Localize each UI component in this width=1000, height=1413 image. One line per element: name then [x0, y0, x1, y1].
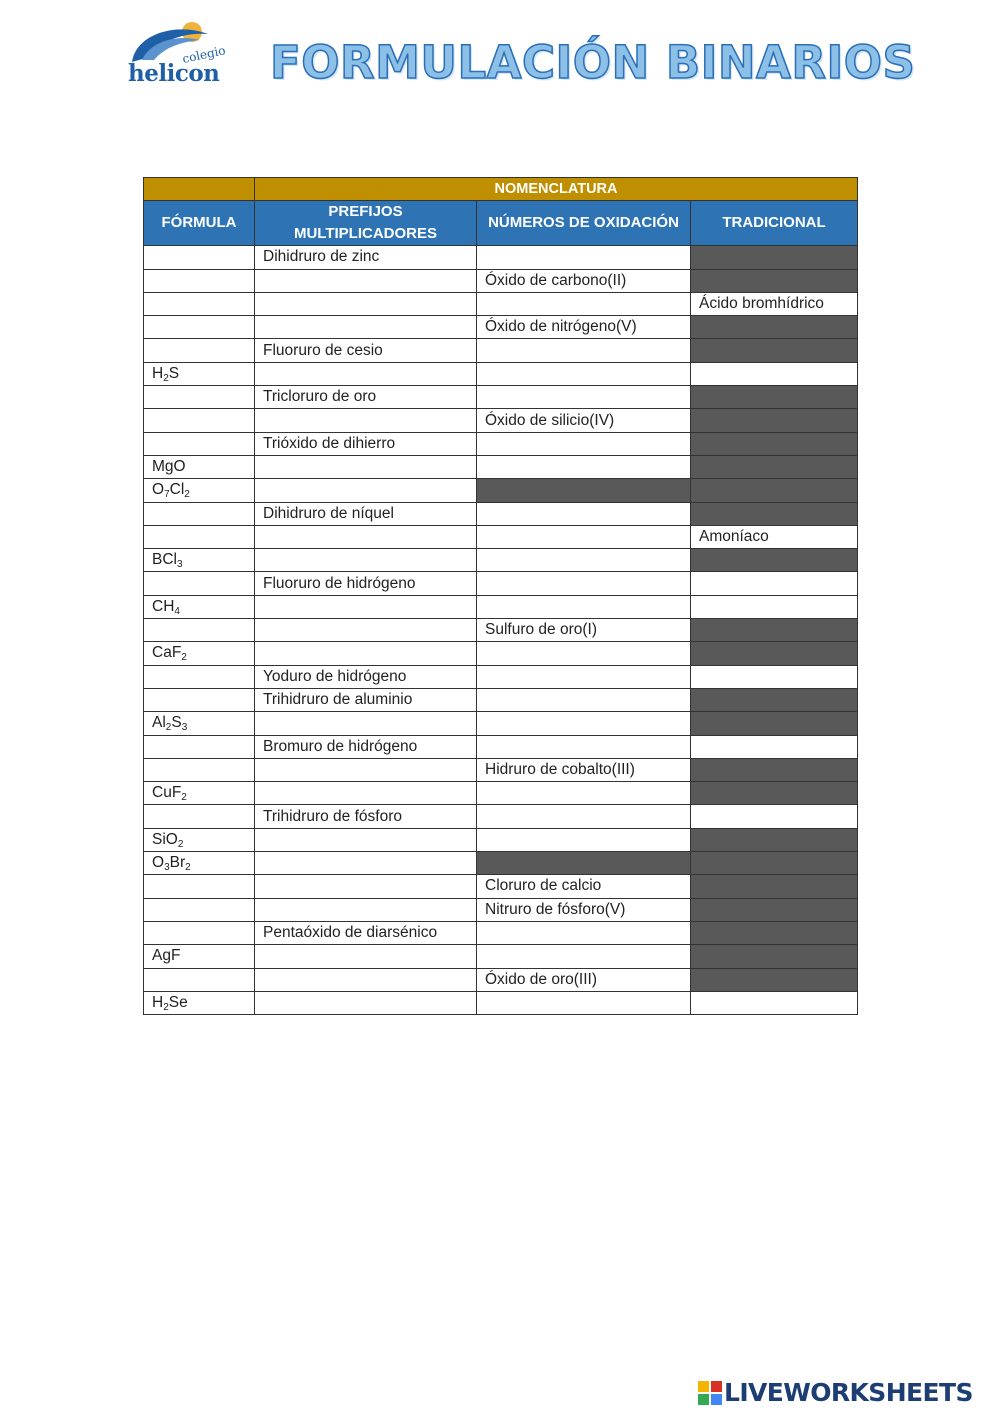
table-row	[144, 409, 858, 432]
table-row	[144, 852, 858, 875]
cell-prefijos[interactable]	[255, 945, 477, 968]
cell-oxidacion: Cloruro de calcio	[477, 875, 691, 898]
cell-tradicional[interactable]	[691, 572, 858, 595]
formula-symbol: O	[152, 854, 165, 872]
cell-formula[interactable]	[144, 665, 255, 688]
table-row	[144, 455, 858, 478]
cell-tradicional[interactable]	[691, 991, 858, 1014]
cell-tradicional	[691, 339, 858, 362]
cell-tradicional	[691, 945, 858, 968]
cell-oxidacion[interactable]	[477, 665, 691, 688]
formula-subscript: 4	[174, 605, 180, 617]
table-row	[144, 595, 858, 618]
cell-formula[interactable]	[144, 386, 255, 409]
cell-formula	[144, 782, 255, 805]
formula-symbol: O	[152, 481, 165, 499]
cell-oxidacion[interactable]	[477, 339, 691, 362]
cell-formula	[144, 991, 255, 1014]
formula-symbol: H	[152, 993, 164, 1011]
cell-oxidacion[interactable]	[477, 782, 691, 805]
cell-oxidacion[interactable]	[477, 712, 691, 735]
cell-oxidacion[interactable]	[477, 642, 691, 665]
table-row	[144, 875, 858, 898]
cell-prefijos[interactable]	[255, 782, 477, 805]
cell-prefijos: Bromuro de hidrógeno	[255, 735, 477, 758]
cell-oxidacion[interactable]	[477, 549, 691, 572]
formula-subscript: 3	[164, 862, 170, 874]
cell-prefijos: Trióxido de dihierro	[255, 432, 477, 455]
table-row	[144, 246, 858, 269]
cell-formula	[144, 455, 255, 478]
cell-oxidacion[interactable]	[477, 945, 691, 968]
formula-symbol: CaF	[152, 644, 182, 662]
formula-symbol: Se	[168, 993, 188, 1011]
cell-formula[interactable]	[144, 339, 255, 362]
formula-symbol: AgF	[152, 947, 181, 965]
cell-oxidacion[interactable]	[477, 805, 691, 828]
cell-prefijos: Tricloruro de oro	[255, 386, 477, 409]
cell-oxidacion[interactable]	[477, 362, 691, 385]
cell-oxidacion: Sulfuro de oro(I)	[477, 619, 691, 642]
table-row	[144, 898, 858, 921]
cell-formula[interactable]	[144, 898, 255, 921]
table-row	[144, 735, 858, 758]
cell-formula[interactable]	[144, 735, 255, 758]
cell-tradicional[interactable]	[691, 665, 858, 688]
table-row	[144, 665, 858, 688]
table-row	[144, 782, 858, 805]
cell-oxidacion[interactable]	[477, 921, 691, 944]
formula-symbol: SiO	[152, 830, 178, 848]
formula-symbol: Br	[169, 854, 186, 872]
formula-symbol: S	[168, 364, 180, 382]
table-group-header-row	[144, 178, 858, 201]
cell-tradicional	[691, 852, 858, 875]
table-row	[144, 362, 858, 385]
column-header-tradicional: TRADICIONAL	[691, 201, 858, 246]
cell-prefijos[interactable]	[255, 991, 477, 1014]
cell-formula[interactable]	[144, 409, 255, 432]
cell-tradicional	[691, 968, 858, 991]
table-row	[144, 805, 858, 828]
cell-prefijos: Trihidruro de aluminio	[255, 688, 477, 711]
cell-tradicional: Ácido bromhídrico	[691, 292, 858, 315]
cell-tradicional[interactable]	[691, 595, 858, 618]
formula-symbol: BCl	[152, 551, 177, 569]
cell-prefijos[interactable]	[255, 875, 477, 898]
table-row	[144, 572, 858, 595]
table-body	[144, 246, 858, 1015]
cell-formula[interactable]	[144, 525, 255, 548]
cell-prefijos[interactable]	[255, 479, 477, 502]
cell-oxidacion[interactable]	[477, 572, 691, 595]
table-row	[144, 758, 858, 781]
cell-prefijos[interactable]	[255, 968, 477, 991]
cell-prefijos: Pentaóxido de diarsénico	[255, 921, 477, 944]
cell-tradicional	[691, 782, 858, 805]
cell-oxidacion: Nitruro de fósforo(V)	[477, 898, 691, 921]
cell-formula[interactable]	[144, 688, 255, 711]
cell-oxidacion[interactable]	[477, 688, 691, 711]
cell-tradicional	[691, 409, 858, 432]
formula-subscript: 2	[185, 862, 191, 874]
cell-oxidacion[interactable]	[477, 502, 691, 525]
column-header-prefijos: PREFIJOS MULTIPLICADORES	[255, 201, 477, 246]
table-row	[144, 642, 858, 665]
table-row	[144, 316, 858, 339]
cell-tradicional	[691, 712, 858, 735]
cell-prefijos[interactable]	[255, 292, 477, 315]
cell-oxidacion[interactable]	[477, 386, 691, 409]
cell-formula[interactable]	[144, 619, 255, 642]
cell-oxidacion[interactable]	[477, 455, 691, 478]
school-logo	[124, 20, 227, 92]
table-row	[144, 828, 858, 851]
formula-symbol: MgO	[152, 458, 186, 476]
cell-tradicional	[691, 688, 858, 711]
cell-formula[interactable]	[144, 875, 255, 898]
cell-formula[interactable]	[144, 921, 255, 944]
table-row	[144, 945, 858, 968]
liveworksheets-wordmark: LIVEWORKSHEETS	[724, 1378, 973, 1407]
cell-prefijos: Dihidruro de zinc	[255, 246, 477, 269]
cell-formula[interactable]	[144, 292, 255, 315]
cell-prefijos[interactable]	[255, 828, 477, 851]
cell-prefijos: Fluoruro de cesio	[255, 339, 477, 362]
cell-prefijos[interactable]	[255, 549, 477, 572]
group-header-blank	[144, 178, 255, 201]
cell-prefijos: Trihidruro de fósforo	[255, 805, 477, 828]
cell-oxidacion[interactable]	[477, 828, 691, 851]
formula-subscript: 3	[181, 722, 188, 734]
cell-tradicional[interactable]	[691, 735, 858, 758]
cell-prefijos[interactable]	[255, 269, 477, 292]
formula-symbol: S	[171, 714, 182, 732]
cell-tradicional	[691, 898, 858, 921]
cell-oxidacion: Óxido de carbono(II)	[477, 269, 691, 292]
cell-tradicional: Amoníaco	[691, 525, 858, 548]
formula-subscript: 3	[176, 559, 183, 571]
table-row	[144, 386, 858, 409]
cell-formula	[144, 828, 255, 851]
formula-symbol: Al	[152, 714, 166, 732]
cell-tradicional	[691, 502, 858, 525]
cell-prefijos[interactable]	[255, 595, 477, 618]
cell-tradicional	[691, 619, 858, 642]
cell-prefijos[interactable]	[255, 525, 477, 548]
table-row	[144, 502, 858, 525]
cell-tradicional	[691, 269, 858, 292]
cell-prefijos[interactable]	[255, 758, 477, 781]
cell-oxidacion[interactable]	[477, 432, 691, 455]
table-row	[144, 292, 858, 315]
cell-formula	[144, 642, 255, 665]
formula-subscript: 2	[181, 792, 187, 804]
table-row	[144, 688, 858, 711]
table-row	[144, 921, 858, 944]
formula-subscript: 2	[177, 838, 184, 850]
cell-tradicional[interactable]	[691, 362, 858, 385]
cell-tradicional	[691, 432, 858, 455]
formula-symbol: H	[152, 364, 164, 382]
cell-prefijos[interactable]	[255, 316, 477, 339]
table-row	[144, 991, 858, 1014]
cell-tradicional	[691, 549, 858, 572]
cell-oxidacion[interactable]	[477, 525, 691, 548]
cell-tradicional[interactable]	[691, 805, 858, 828]
cell-formula[interactable]	[144, 432, 255, 455]
cell-formula	[144, 479, 255, 502]
nomenclature-table	[143, 177, 858, 1015]
cell-oxidacion[interactable]	[477, 991, 691, 1014]
cell-oxidacion	[477, 852, 691, 875]
formula-subscript: 7	[164, 489, 170, 501]
cell-prefijos: Yoduro de hidrógeno	[255, 665, 477, 688]
cell-tradicional	[691, 642, 858, 665]
cell-prefijos: Fluoruro de hidrógeno	[255, 572, 477, 595]
cell-tradicional	[691, 921, 858, 944]
cell-oxidacion: Óxido de nitrógeno(V)	[477, 316, 691, 339]
cell-oxidacion	[477, 479, 691, 502]
cell-formula[interactable]	[144, 269, 255, 292]
cell-prefijos: Dihidruro de níquel	[255, 502, 477, 525]
cell-oxidacion[interactable]	[477, 292, 691, 315]
table-row	[144, 619, 858, 642]
cell-oxidacion: Hidruro de cobalto(III)	[477, 758, 691, 781]
cell-tradicional	[691, 316, 858, 339]
cell-prefijos[interactable]	[255, 898, 477, 921]
column-header-oxidacion: NÚMEROS DE OXIDACIÓN	[477, 201, 691, 246]
cell-formula[interactable]	[144, 968, 255, 991]
cell-formula	[144, 712, 255, 735]
table-row	[144, 432, 858, 455]
logo-text-helicon: helicon	[128, 60, 220, 87]
cell-tradicional	[691, 246, 858, 269]
cell-formula	[144, 852, 255, 875]
cell-tradicional	[691, 386, 858, 409]
cell-formula	[144, 595, 255, 618]
formula-symbol: Cl	[169, 481, 185, 499]
column-header-formula: FÓRMULA	[144, 201, 255, 246]
formula-subscript: 2	[184, 489, 190, 501]
cell-prefijos[interactable]	[255, 712, 477, 735]
page-title: FORMULACIÓN BINARIOS	[270, 36, 916, 89]
cell-oxidacion: Óxido de oro(III)	[477, 968, 691, 991]
cell-tradicional	[691, 828, 858, 851]
table-row	[144, 968, 858, 991]
formula-subscript: 2	[163, 1001, 169, 1013]
cell-prefijos[interactable]	[255, 362, 477, 385]
cell-tradicional	[691, 455, 858, 478]
cell-tradicional	[691, 875, 858, 898]
cell-prefijos[interactable]	[255, 455, 477, 478]
group-header-nomenclatura: NOMENCLATURA	[255, 178, 858, 201]
liveworksheets-grid-icon	[698, 1381, 722, 1405]
cell-prefijos[interactable]	[255, 409, 477, 432]
cell-oxidacion[interactable]	[477, 595, 691, 618]
table-row	[144, 479, 858, 502]
cell-tradicional	[691, 758, 858, 781]
cell-formula	[144, 549, 255, 572]
cell-oxidacion: Óxido de silicio(IV)	[477, 409, 691, 432]
cell-formula	[144, 945, 255, 968]
logo-text-colegio: colegio	[181, 43, 227, 66]
formula-symbol: CuF	[152, 784, 182, 802]
table-row	[144, 712, 858, 735]
table-row	[144, 525, 858, 548]
cell-formula	[144, 362, 255, 385]
formula-subscript: 2	[165, 722, 172, 734]
cell-formula[interactable]	[144, 805, 255, 828]
formula-subscript: 2	[181, 652, 187, 664]
cell-oxidacion[interactable]	[477, 735, 691, 758]
table-row	[144, 269, 858, 292]
cell-prefijos[interactable]	[255, 642, 477, 665]
cell-formula[interactable]	[144, 246, 255, 269]
cell-tradicional	[691, 479, 858, 502]
cell-formula[interactable]	[144, 316, 255, 339]
table-row	[144, 339, 858, 362]
cell-prefijos[interactable]	[255, 852, 477, 875]
cell-formula[interactable]	[144, 572, 255, 595]
table-row	[144, 549, 858, 572]
cell-prefijos[interactable]	[255, 619, 477, 642]
cell-formula[interactable]	[144, 502, 255, 525]
formula-subscript: 2	[163, 372, 169, 384]
cell-oxidacion[interactable]	[477, 246, 691, 269]
formula-symbol: CH	[152, 597, 175, 615]
table-column-header-row	[144, 201, 858, 246]
cell-formula[interactable]	[144, 758, 255, 781]
